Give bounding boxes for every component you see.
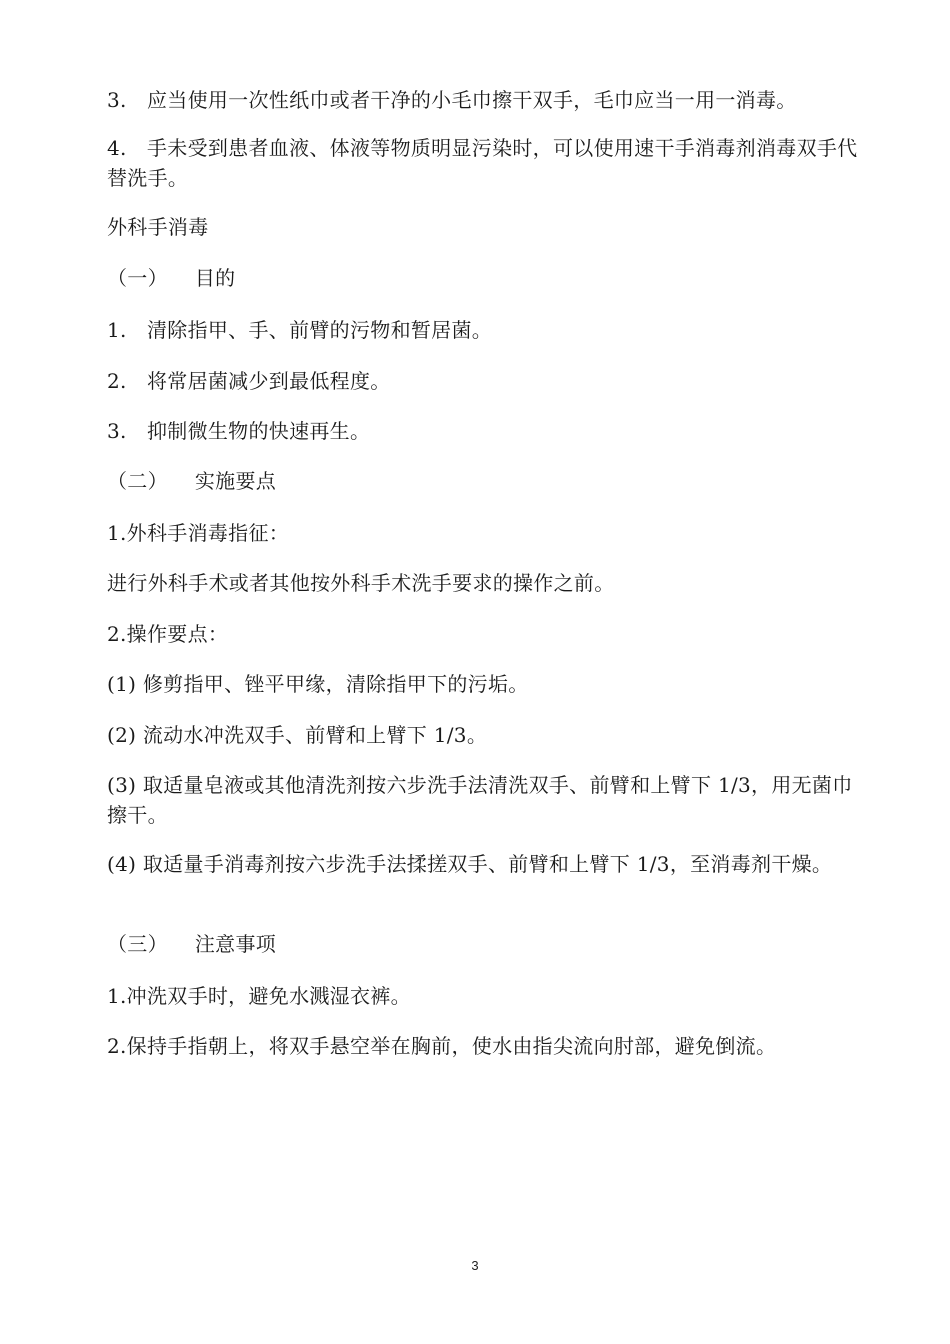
subheading-operation-points: 2.操作要点： [107,622,229,646]
subheading-indications: 1.外科手消毒指征： [107,521,290,545]
list-item-precaution-2: 2.保持手指朝上，将双手悬空举在胸前，使水由指尖流向肘部，避免倒流。 [107,1034,777,1058]
list-item-precaution-1: 1.冲洗双手时，避免水溅湿衣裤。 [107,984,411,1008]
list-item-purpose-3: 3. 抑制微生物的快速再生。 [107,419,371,443]
section-title-surgical-hand-disinfection: 外科手消毒 [107,215,209,239]
list-item-step-2: (2) 流动水冲洗双手、前臂和上臂下 1/3。 [107,723,488,747]
list-item-step-4: (4) 取适量手消毒剂按六步洗手法揉搓双手、前臂和上臂下 1/3，至消毒剂干燥。 [107,852,833,876]
paragraph-hand-sanitizer: 4. 手未受到患者血液、体液等物质明显污染时，可以使用速干手消毒剂消毒双手代替洗手。 [107,136,858,190]
heading-purpose: （一） 目的 [107,266,236,290]
paragraph-indications: 进行外科手术或者其他按外科手术洗手要求的操作之前。 [107,571,615,595]
heading-implementation: （二） 实施要点 [107,469,277,493]
list-item-purpose-1: 1. 清除指甲、手、前臂的污物和暂居菌。 [107,318,493,342]
heading-precautions: （三） 注意事项 [107,932,277,956]
list-item-purpose-2: 2. 将常居菌减少到最低程度。 [107,369,391,393]
list-item-step-1: (1) 修剪指甲、锉平甲缘，清除指甲下的污垢。 [107,672,529,696]
paragraph-drying-hands: 3. 应当使用一次性纸巾或者干净的小毛巾擦干双手，毛巾应当一用一消毒。 [107,88,797,112]
list-item-step-3: (3) 取适量皂液或其他清洗剂按六步洗手法清洗双手、前臂和上臂下 1/3，用无菌巾擦干。 [107,773,853,827]
page-number: 3 [471,1258,479,1273]
